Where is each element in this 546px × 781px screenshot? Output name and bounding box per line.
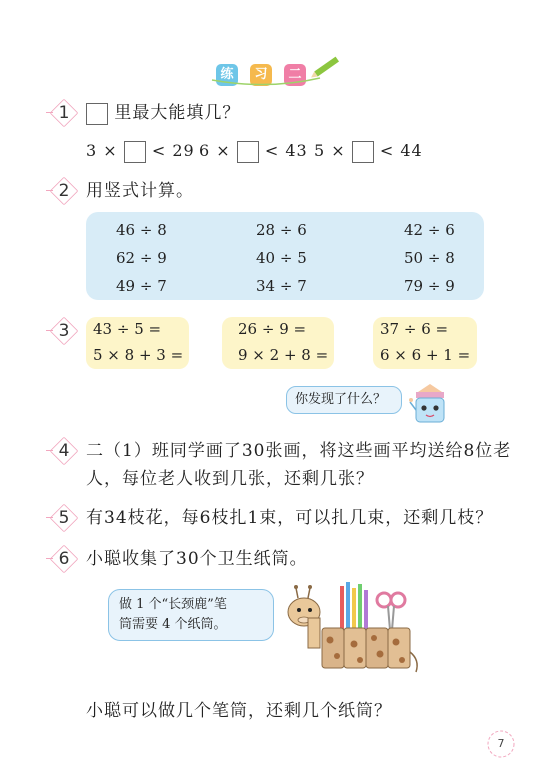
q2-calc-r1c3: 42 ÷ 6 [404,221,455,239]
title-char-2: 习 [250,64,272,86]
q3-speech-bubble [286,386,402,414]
q3-card-3-line2: 6 × 6 + 1 = [380,346,471,364]
question-number-2: 2 [53,180,75,202]
q6-bubble-line2: 筒需要 4 个纸筒。 [119,617,227,632]
pencil-mascot-icon [408,384,452,430]
q1-prompt-text: 里最大能填几？ [114,103,241,123]
question-number-5: 5 [53,507,75,529]
question-number-3: 3 [53,320,75,342]
question-number-4: 4 [53,440,75,462]
q2-calc-r3c2: 34 ÷ 7 [256,277,307,295]
q1-answer-box-1[interactable] [124,141,146,163]
q4-text-line2: 人，每位老人收到几张，还剩几张？ [86,469,374,489]
q1-prompt [86,102,240,125]
q6-question: 小聪可以做几个笔筒，还剩几个纸筒？ [86,701,392,721]
q1-item-3-left: 5 × [314,141,346,160]
page-number: 7 [497,737,505,750]
q2-calc-r2c2: 40 ÷ 5 [256,249,307,267]
q1-item-2 [199,140,308,163]
q3-card-2-line2: 9 × 2 + 8 = [238,346,329,364]
q1-answer-box-2[interactable] [237,141,259,163]
q2-prompt: 用竖式计算。 [86,181,194,201]
q1-item-3 [314,140,423,163]
q3-bubble-text: 你发现了什么？ [295,392,387,407]
question-number-6: 6 [53,548,75,570]
q2-calc-r3c1: 49 ÷ 7 [116,277,167,295]
q5-text: 有34枝花，每6枝扎1束，可以扎几束，还剩几枝？ [86,508,494,528]
q2-calc-r2c3: 50 ÷ 8 [404,249,455,267]
q2-calc-r1c2: 28 ÷ 6 [256,221,307,239]
q1-item-1 [86,140,195,163]
q3-card-2-line1: 26 ÷ 9 = [238,320,307,338]
q1-answer-box-3[interactable] [352,141,374,163]
q3-card-1-line2: 5 × 8 + 3 = [93,346,184,364]
q1-item-2-left: 6 × [199,141,231,160]
title-pencil-decoration [208,56,348,88]
q4-text-line1: 二（1）班同学画了30张画，将这些画平均送给8位老 [86,441,512,461]
q2-calc-r1c1: 46 ÷ 8 [116,221,167,239]
q1-item-2-right: < 43 [264,141,308,160]
q6-bubble-line1: 做 1 个“长颈鹿”笔 [119,597,227,612]
q1-prompt-box [86,103,108,125]
title-char-1: 练 [216,64,238,86]
q1-item-3-right: < 44 [379,141,423,160]
q3-card-3-line1: 37 ÷ 6 = [380,320,449,338]
question-number-1: 1 [53,102,75,124]
giraffe-pen-holder-illustration [282,582,424,682]
q1-item-1-left: 3 × [86,141,118,160]
q3-card-1-line1: 43 ÷ 5 = [93,320,162,338]
q1-item-1-right: < 29 [151,141,195,160]
q2-calc-r2c1: 62 ÷ 9 [116,249,167,267]
q2-calc-r3c3: 79 ÷ 9 [404,277,455,295]
title-char-3: 二 [284,64,306,86]
q6-text: 小聪收集了30个卫生纸筒。 [86,549,308,569]
q6-speech-bubble [108,589,274,641]
